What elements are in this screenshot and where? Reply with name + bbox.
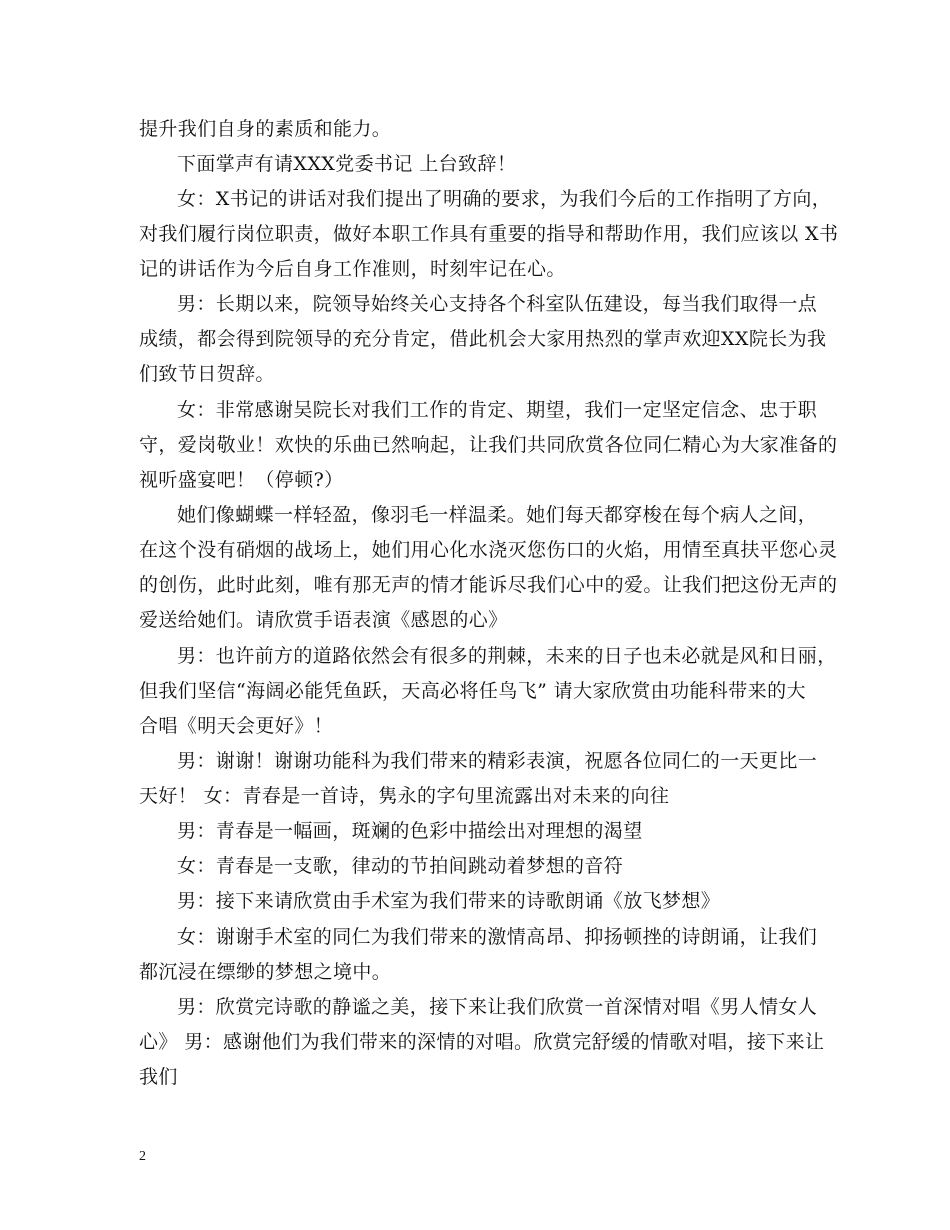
text-line: 女：X书记的讲话对我们提出了明确的要求，为我们今后的工作指明了方向， <box>177 188 832 210</box>
text-line: 成绩，都会得到院领导的充分肯定，借此机会大家用热烈的掌声欢迎XX院长为我 <box>139 328 827 350</box>
text-line: 都沉浸在缥缈的梦想之境中。 <box>139 961 392 983</box>
text-line: 她们像蝴蝶一样轻盈，像羽毛一样温柔。她们每天都穿梭在每个病人之间， <box>177 504 818 526</box>
text-line: 男：接下来请欣赏由手术室为我们带来的诗歌朗诵《放飞梦想》 <box>177 890 721 912</box>
text-line: 记的讲话作为今后自身工作准则，时刻牢记在心。 <box>139 258 566 280</box>
text-line: 提升我们自身的素质和能力。 <box>139 118 392 140</box>
text-line: 下面掌声有请XXX党委书记 上台致辞！ <box>177 153 517 175</box>
text-line: 男：长期以来，院领导始终关心支持各个科室队伍建设，每当我们取得一点 <box>177 293 818 315</box>
text-line: 但我们坚信“海阔必能凭鱼跃，天高必将任鸟飞” 请大家欣赏由功能科带来的大 <box>139 680 806 702</box>
text-line: 的创伤，此时此刻，唯有那无声的情才能诉尽我们心中的爱。让我们把这份无声的 <box>139 574 838 596</box>
text-line: 爱送给她们。请欣赏手语表演《感恩的心》 <box>139 609 508 631</box>
text-line: 男：青春是一幅画，斑斓的色彩中描绘出对理想的渴望 <box>177 820 643 842</box>
text-line: 合唱《明天会更好》！ <box>139 715 334 737</box>
text-line: 女：谢谢手术室的同仁为我们带来的激情高昂、抑扬顿挫的诗朗诵，让我们 <box>177 926 818 948</box>
text-line: 在这个没有硝烟的战场上，她们用心化水浇灭您伤口的火焰，用情至真扶平您心灵 <box>139 539 838 561</box>
text-line: 男：也许前方的道路依然会有很多的荆棘，未来的日子也未必就是风和日丽， <box>177 645 837 667</box>
text-line: 男：欣赏完诗歌的静谧之美，接下来让我们欣赏一首深情对唱《男人情女人 <box>177 996 818 1018</box>
text-line: 男：谢谢！谢谢功能科为我们带来的精彩表演，祝愿各位同仁的一天更比一 <box>177 750 818 772</box>
text-line: 女：非常感谢吴院长对我们工作的肯定、期望，我们一定坚定信念、忠于职 <box>177 399 818 421</box>
text-line: 守，爱岗敬业！欢快的乐曲已然响起，让我们共同欣赏各位同仁精心为大家准备的 <box>139 434 838 456</box>
text-line: 女：青春是一支歌，律动的节拍间跳动着梦想的音符 <box>177 855 624 877</box>
page-number: 2 <box>139 1149 146 1164</box>
text-line: 们致节日贺辞。 <box>139 363 275 385</box>
text-line: 心》 男：感谢他们为我们带来的深情的对唱。欣赏完舒缓的情歌对唱，接下来让 <box>139 1031 825 1053</box>
text-line: 我们 <box>139 1066 178 1088</box>
text-line: 视听盛宴吧！（停顿?） <box>139 469 344 491</box>
text-line: 对我们履行岗位职责，做好本职工作具有重要的指导和帮助作用，我们应该以 X书 <box>139 223 839 245</box>
text-line: 天好！ 女：青春是一首诗，隽永的字句里流露出对未来的向往 <box>139 785 670 807</box>
